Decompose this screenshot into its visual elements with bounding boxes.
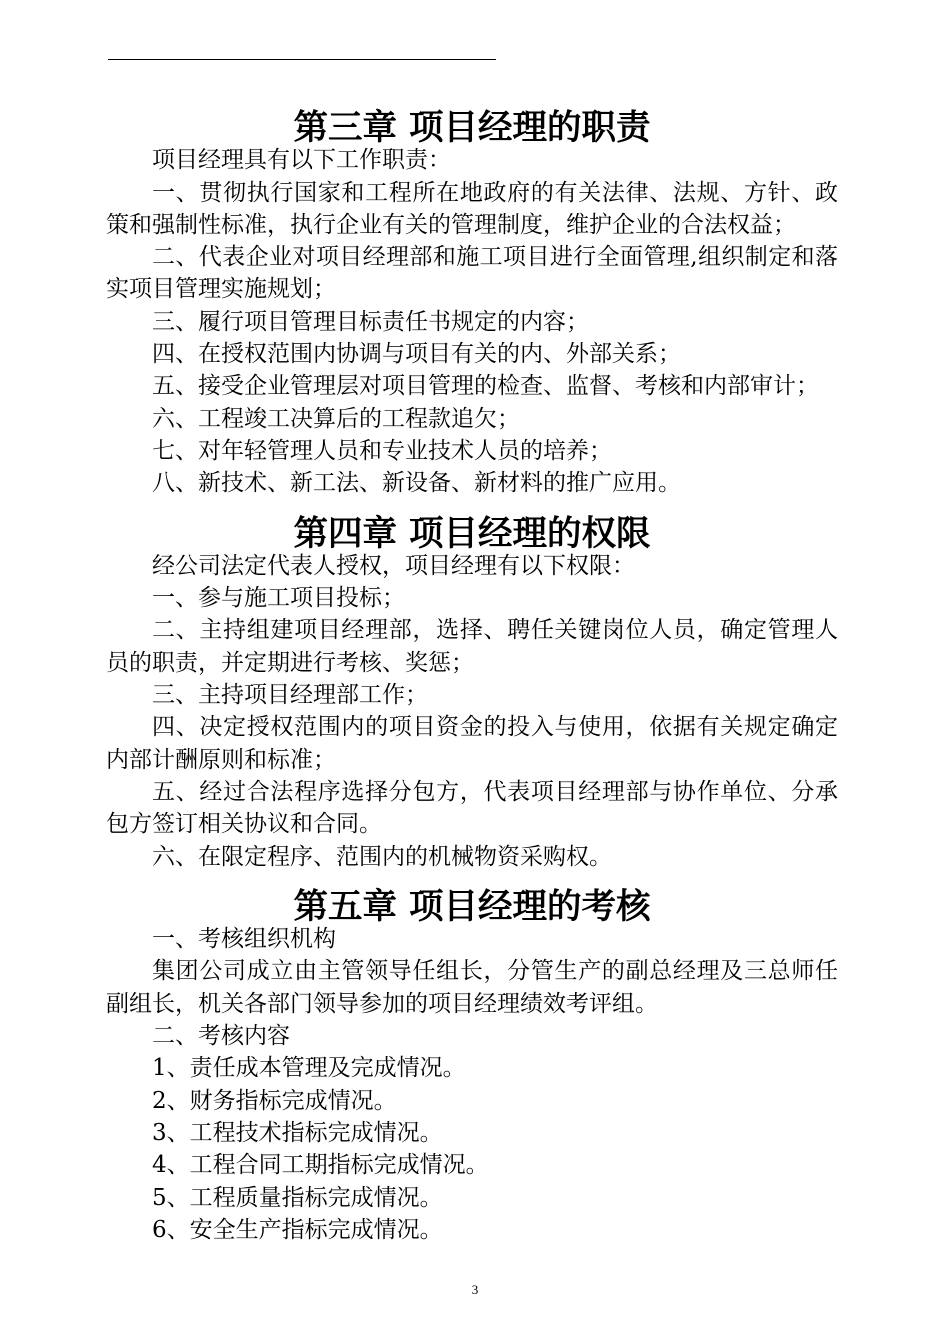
- chapter-4: [106, 513, 838, 873]
- chapter-title: 第五章 项目经理的考核: [293, 886, 651, 927]
- chapter-title: 第四章 项目经理的权限: [293, 513, 651, 554]
- paragraph: 二、主持组建项目经理部，选择、聘任关键岗位人员，确定管理人员的职责，并定期进行考核、奖惩；: [106, 617, 838, 676]
- header-rule: [108, 59, 496, 60]
- paragraph: 七、对年轻管理人员和专业技术人员的培养；: [152, 437, 612, 464]
- list-item: 5、工程质量指标完成情况。: [152, 1184, 443, 1211]
- paragraph: 二、考核内容: [152, 1023, 290, 1050]
- list-item: 2、财务指标完成情况。: [152, 1087, 397, 1114]
- list-item: 4、工程合同工期指标完成情况。: [152, 1152, 489, 1179]
- paragraph: 六、在限定程序、范围内的机械物资采购权。: [152, 843, 612, 870]
- paragraph: 三、履行项目管理目标责任书规定的内容；: [152, 308, 589, 335]
- list-item: 3、工程技术指标完成情况。: [152, 1119, 443, 1146]
- paragraph: 一、贯彻执行国家和工程所在地政府的有关法律、法规、方针、政策和强制性标准，执行企业有关的管理制度，维护企业的合法权益；: [106, 179, 838, 238]
- document-body: [106, 108, 838, 1246]
- page-number: 3: [471, 1282, 479, 1297]
- paragraph: 四、在授权范围内协调与项目有关的内、外部关系；: [152, 341, 681, 368]
- paragraph: 一、参与施工项目投标；: [152, 585, 405, 612]
- paragraph: 六、工程竣工决算后的工程款追欠；: [152, 405, 520, 432]
- paragraph: 经公司法定代表人授权，项目经理有以下权限：: [152, 552, 635, 579]
- chapter-5: [106, 886, 838, 1246]
- paragraph: 二、代表企业对项目经理部和施工项目进行全面管理,组织制定和落实项目管理实施规划；: [106, 244, 838, 303]
- paragraph: 五、经过合法程序选择分包方，代表项目经理部与协作单位、分承包方签订相关协议和合同。: [106, 778, 838, 838]
- paragraph: 一、考核组织机构: [152, 926, 336, 953]
- list-item: 6、安全生产指标完成情况。: [152, 1216, 443, 1243]
- chapter-title: 第三章 项目经理的职责: [293, 108, 651, 148]
- paragraph: 三、主持项目经理部工作；: [152, 682, 428, 709]
- paragraph: 集团公司成立由主管领导任组长，分管生产的副总经理及三总师任副组长，机关各部门领导参加的项目经理绩效考评组。: [106, 958, 838, 1017]
- paragraph: 项目经理具有以下工作职责：: [152, 147, 451, 174]
- paragraph: 四、决定授权范围内的项目资金的投入与使用，依据有关规定确定内部计酬原则和标准；: [106, 714, 838, 773]
- list-item: 1、责任成本管理及完成情况。: [152, 1055, 466, 1082]
- paragraph: 五、接受企业管理层对项目管理的检查、监督、考核和内部审计；: [152, 373, 819, 400]
- paragraph: 八、新技术、新工法、新设备、新材料的推广应用。: [152, 470, 681, 497]
- chapter-3: [106, 108, 838, 500]
